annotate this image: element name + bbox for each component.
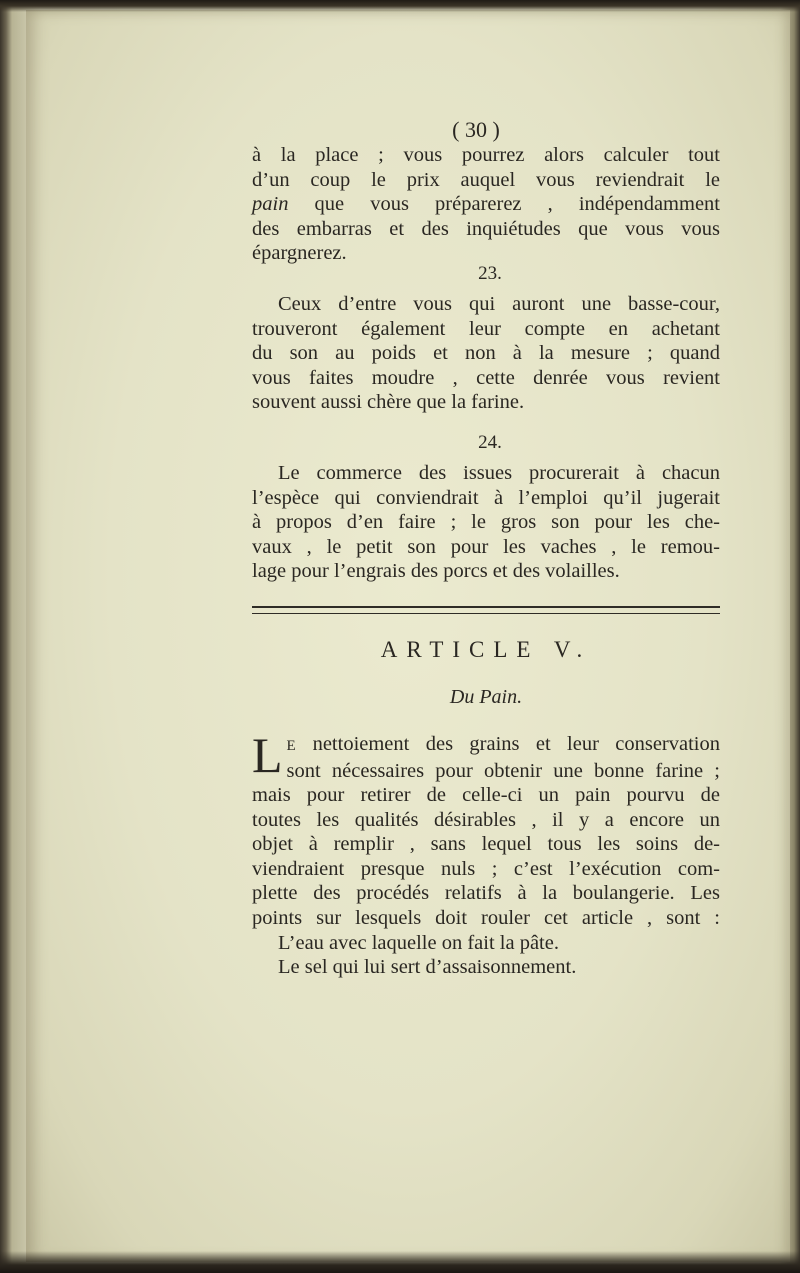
article-subtitle: Du Pain. [449,685,523,708]
text-line: mais pour retirer de celle-ci un pain pourvu de [252,784,720,807]
text-line: Ceux d’entre vous qui auront une basse-cour, [278,292,720,315]
section-number-23: 23. [478,262,502,284]
text-line: viendraient presque nuls ; c’est l’exécution com- [252,857,720,880]
text-fragment: nettoiement des grains et leur conservation [296,732,720,755]
double-rule-divider [252,606,720,614]
text-line: à propos d’en faire ; le gros son pour les che- [252,511,720,534]
text-line: Le sel qui lui sert d’assaisonnement. [278,956,577,979]
text-line: points sur lesquels doit rouler cet article , sont : [252,907,720,930]
article-heading: ARTICLE V. [380,636,592,662]
text-fragment: que vous préparerez , indépendamment [288,193,720,216]
text-line: objet à remplir , sans lequel tous les soins de- [252,833,720,856]
page-top-shadow [0,0,800,12]
text-line: vaux , le petit son pour les vaches , le remou- [252,535,720,558]
italic-word: pain [252,193,289,216]
text-line: souvent aussi chère que la farine. [252,391,525,414]
small-caps-letter: E [286,737,297,754]
text-line: L’eau avec laquelle on fait la pâte. [278,931,559,954]
text-line: lage pour l’engrais des porcs et des volailles. [252,560,620,583]
text-line: trouveront également leur compte en achetant [252,317,720,340]
section-number-24: 24. [478,431,502,453]
page-number: ( 30 ) [452,117,500,142]
text-line: Le commerce des issues procurerait à chacun [278,461,720,484]
drop-cap: L [252,726,283,783]
text-line: d’un coup le prix auquel vous reviendrait le [252,168,720,191]
text-line: l’espèce qui conviendrait à l’emploi qu’il jugerait [252,486,720,509]
text-line: à la place ; vous pourrez alors calculer tout [252,144,720,166]
paragraph-continuation [252,143,720,266]
paragraph-article [252,726,720,980]
text-line: toutes les qualités désirables , il y a encore un [252,808,720,831]
text-line: des embarras et des inquiétudes que vous vous [252,217,720,240]
text-line [252,192,720,217]
text-line: sont nécessaires pour obtenir une bonne farine ; [286,759,720,782]
paragraph-24 [252,461,720,584]
text-line: plette des procédés relatifs à la boulangerie. Les [252,882,720,905]
page-bottom-shadow [0,1251,800,1273]
text-line: vous faites moudre , cette denrée vous revient [252,366,720,389]
text-line: épargnerez. [252,242,347,265]
text-line: du son au poids et non à la mesure ; quand [252,342,720,365]
text-line [252,732,720,759]
text-block [252,117,720,980]
paragraph-23 [252,292,720,415]
